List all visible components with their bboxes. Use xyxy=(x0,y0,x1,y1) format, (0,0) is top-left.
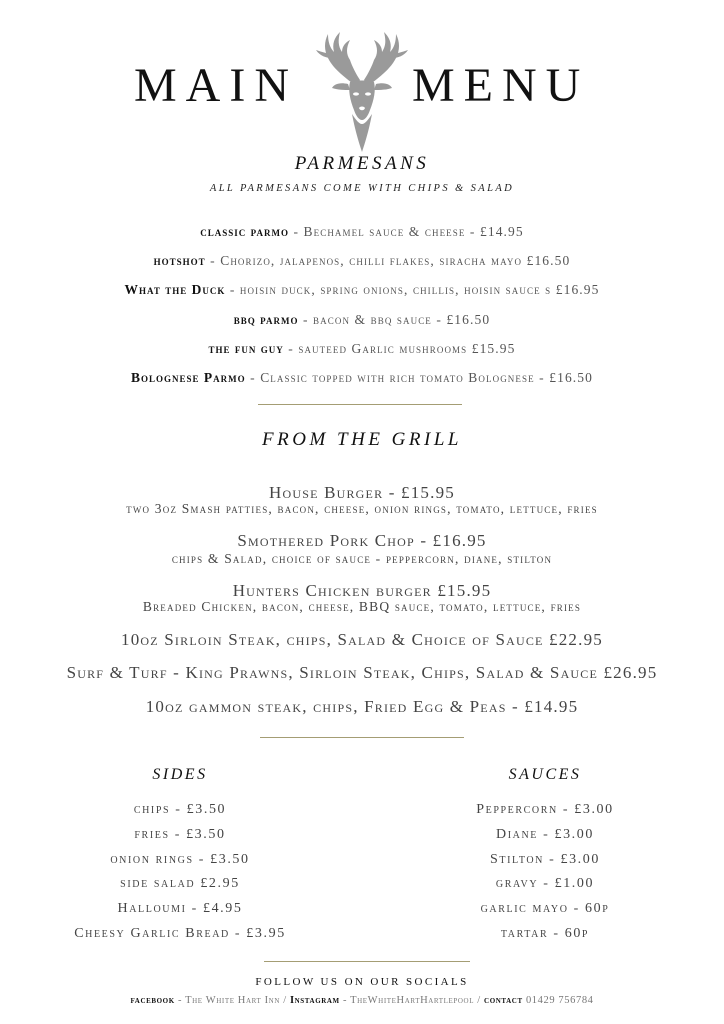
side-item: chips - £3.50 xyxy=(133,802,227,817)
section-subheading-parmesans: ALL PARMESANS COME WITH CHIPS & SALAD xyxy=(209,183,515,194)
item-name: bbq parmo xyxy=(233,312,299,327)
instagram-label: Instagram xyxy=(289,995,340,1006)
instagram-handle: - TheWhiteHartHartlepool / xyxy=(339,995,485,1006)
stag-head-icon xyxy=(312,28,412,154)
sauce-item: Stilton - £3.00 xyxy=(490,851,600,867)
item-description: - sauteed Garlic mushrooms £15.95 xyxy=(283,341,516,356)
title-menu: MENU xyxy=(412,59,590,112)
section-heading-sides: SIDES xyxy=(152,766,208,783)
menu-header xyxy=(0,22,724,142)
follow-us-heading: FOLLOW US ON OUR SOCIALS xyxy=(255,976,469,988)
section-heading-grill: FROM THE GRILL xyxy=(262,429,462,450)
side-item: Cheesy Garlic Bread - £3.95 xyxy=(74,925,286,941)
side-item: onion rings - £3.50 xyxy=(110,851,250,867)
item-name: the fun guy xyxy=(208,341,284,356)
item-name: hotshot xyxy=(153,253,206,268)
sauce-item: gravy - £1.00 xyxy=(495,876,595,892)
item-description: - bacon & bbq sauce - £16.50 xyxy=(298,312,491,327)
grill-item-pork-chop: Smothered Pork Chop - £16.95 xyxy=(237,531,487,550)
menu-item-hotshot xyxy=(0,253,724,269)
menu-item-bolognese-parmo xyxy=(0,370,724,386)
menu-item-classic-parmo xyxy=(0,224,724,240)
contact-phone: 01429 756784 xyxy=(522,995,594,1006)
grill-item-house-burger: House Burger - £15.95 xyxy=(269,483,455,502)
grill-item-surf-and-turf: Surf & Turf - King Prawns, Sirloin Steak, Chips, Salad & Sauce £26.95 xyxy=(66,663,658,682)
grill-item-description: chips & Salad, choice of sauce - peppercorn, diane, stilton xyxy=(171,551,553,566)
grill-item-sirloin-steak: 10oz Sirloin Steak, chips, Salad & Choice of Sauce £22.95 xyxy=(121,630,603,649)
side-item: fries - £3.50 xyxy=(134,826,226,842)
side-item: Halloumi - £4.95 xyxy=(117,901,243,917)
section-divider xyxy=(264,961,470,962)
facebook-label: facebook xyxy=(130,995,175,1006)
item-name: What the Duck xyxy=(124,282,226,297)
sauce-item: Peppercorn - £3.00 xyxy=(476,802,614,817)
sauce-item: Diane - £3.00 xyxy=(496,826,594,842)
grill-item-gammon-steak: 10oz gammon steak, chips, Fried Egg & Peas - £14.95 xyxy=(145,697,579,716)
social-links xyxy=(0,995,724,1006)
sauce-item: tartar - 60p xyxy=(500,925,590,941)
sauce-item: garlic mayo - 60p xyxy=(480,901,610,917)
side-item: side salad £2.95 xyxy=(120,876,240,892)
menu-item-what-the-duck xyxy=(0,282,724,298)
grill-item-hunters-chicken: Hunters Chicken burger £15.95 xyxy=(232,581,492,600)
section-divider xyxy=(260,737,464,738)
contact-label: contact xyxy=(484,995,523,1006)
section-heading-parmesans: PARMESANS xyxy=(294,153,430,174)
item-description: - hoisin duck, spring onions, chillis, hoisin sauce s £16.95 xyxy=(225,282,600,297)
item-name: classic parmo xyxy=(200,224,289,239)
item-description: - Chorizo, jalapenos, chilli flakes, siracha mayo £16.50 xyxy=(205,253,571,268)
facebook-handle: - The White Hart Inn / xyxy=(174,995,290,1006)
sides-column xyxy=(40,760,320,947)
item-name: Bolognese Parmo xyxy=(131,370,246,385)
sauces-column xyxy=(420,760,670,947)
menu-item-the-fun-guy xyxy=(0,341,724,357)
grill-item-description: two 3oz Smash patties, bacon, cheese, onion rings, tomato, lettuce, fries xyxy=(126,501,598,516)
section-heading-sauces: SAUCES xyxy=(508,766,582,783)
menu-item-bbq-parmo xyxy=(0,312,724,328)
section-divider xyxy=(258,404,462,405)
item-description: - Bechamel sauce & cheese - £14.95 xyxy=(288,224,524,239)
item-description: - Classic topped with rich tomato Bolognese - £16.50 xyxy=(245,370,593,385)
grill-item-description: Breaded Chicken, bacon, cheese, BBQ sauce, tomato, lettuce, fries xyxy=(142,599,582,614)
title-main: MAIN xyxy=(134,59,298,112)
